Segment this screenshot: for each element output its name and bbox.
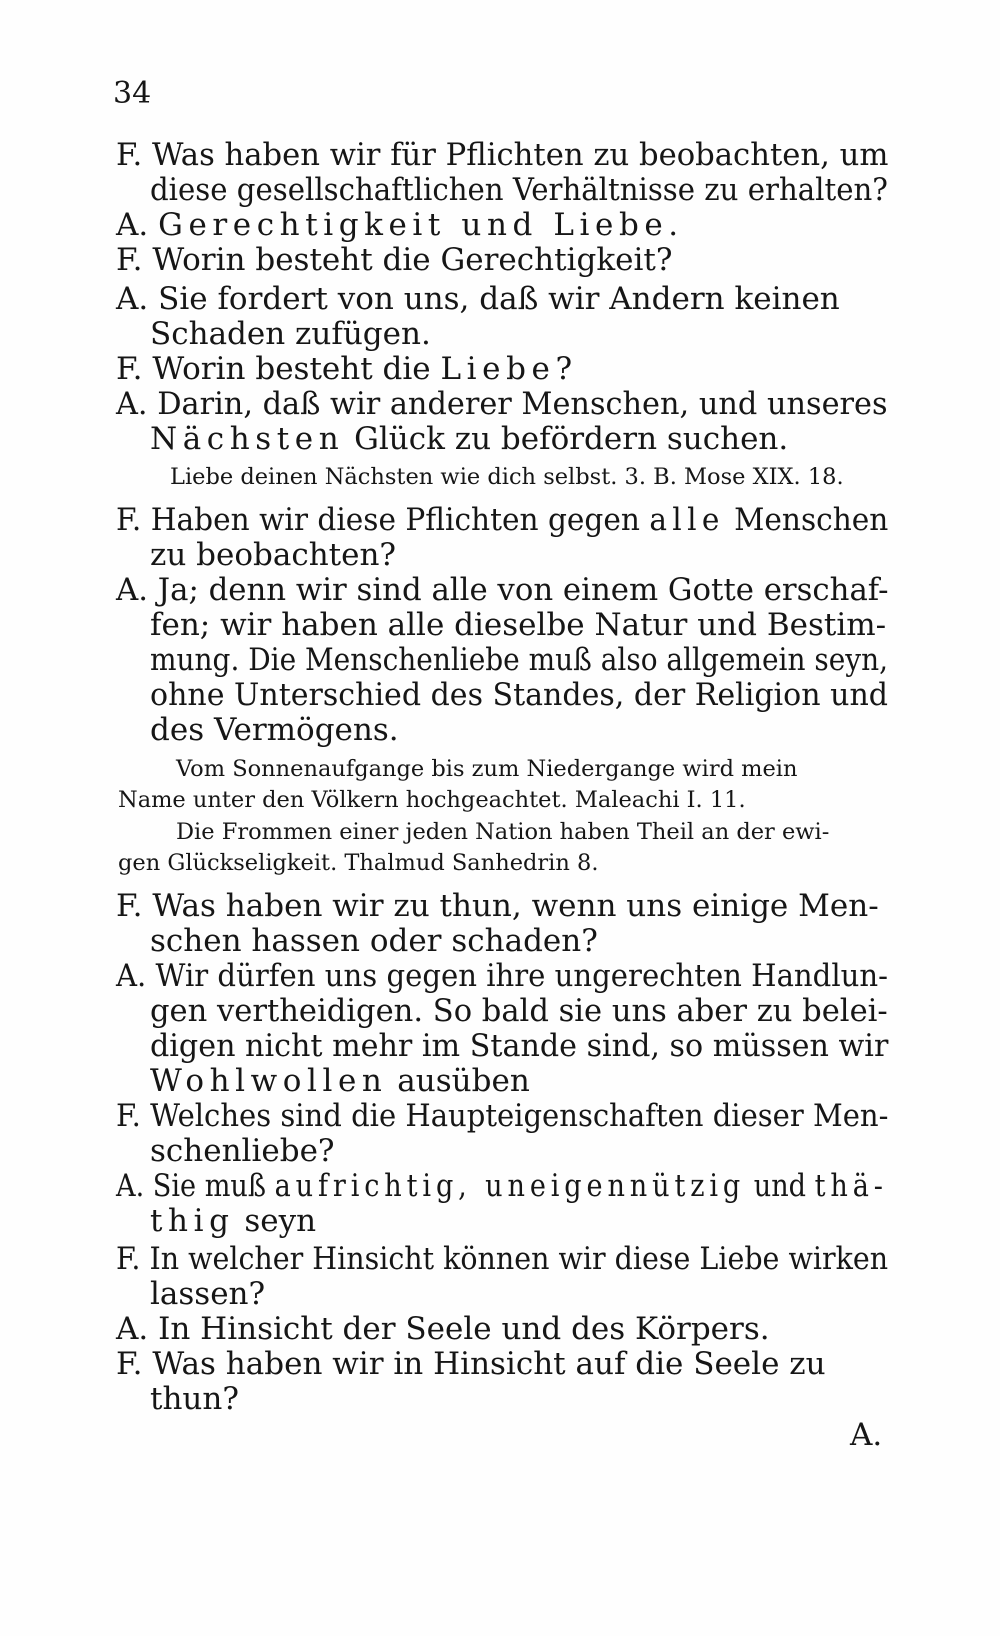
emphasis-text: Gerechtigkeit und Liebe. (158, 207, 684, 243)
text-line: A. Darin, daß wir anderer Menschen, und unseres (116, 386, 888, 422)
text-line (150, 1063, 530, 1099)
text-line: A. Sie fordert von uns, daß wir Andern keinen (116, 281, 840, 317)
emphasis-text: thä- (814, 1168, 888, 1204)
text-line: gen vertheidigen. So bald sie uns aber zu belei- (150, 993, 888, 1029)
text-line: zu beobachten? (150, 537, 397, 573)
text-segment: seyn (234, 1203, 317, 1239)
text-line: F. Welches sind die Haupteigenschaften dieser Men- (116, 1098, 889, 1134)
text-line (116, 351, 578, 387)
emphasis-text: Wohlwollen (150, 1063, 388, 1099)
answer-marker: A. (116, 207, 159, 243)
text-segment: A. Sie muß (116, 1168, 275, 1204)
text-line: F. Was haben wir zu thun, wenn uns einige Men- (116, 888, 879, 924)
text-segment: ausüben (387, 1063, 530, 1099)
text-line: ohne Unterschied des Standes, der Religion und (150, 677, 888, 713)
emphasis-text: alle (649, 502, 725, 538)
quotation-line: gen Glückseligkeit. Thalmud Sanhedrin 8. (118, 850, 599, 876)
bible-citation: Liebe deinen Nächsten wie dich selbst. 3. B. Mose XIX. 18. (170, 464, 844, 490)
quotation-line: Die Frommen einer jeden Nation haben Theil an der ewi- (176, 819, 830, 845)
text-segment: F. Worin besteht die (116, 351, 441, 387)
emphasis-text: thig (150, 1203, 235, 1239)
text-line: lassen? (150, 1276, 266, 1312)
text-segment: Glück zu befördern suchen. (344, 421, 789, 457)
emphasis-text: Nächsten (150, 421, 345, 457)
text-line: diese gesellschaftlichen Verhältnisse zu erhalten? (150, 172, 888, 208)
text-line (116, 207, 684, 243)
text-line: des Vermögens. (150, 712, 399, 748)
emphasis-text: aufrichtig, uneigennützig (274, 1168, 746, 1204)
text-line: A. Wir dürfen uns gegen ihre ungerechten Handlun- (116, 958, 888, 994)
text-line: A. Ja; denn wir sind alle von einem Gotte erschaf- (116, 572, 889, 608)
quotation-line: Vom Sonnenaufgange bis zum Niedergange wird mein (176, 756, 798, 782)
text-line: F. Worin besteht die Gerechtigkeit? (116, 242, 673, 278)
text-segment: und (745, 1168, 815, 1204)
text-line: schenliebe? (150, 1133, 335, 1169)
text-line: F. In welcher Hinsicht können wir diese Liebe wirken (116, 1241, 889, 1277)
text-line: Schaden zufügen. (150, 316, 431, 352)
text-segment: Menschen (724, 502, 889, 538)
text-line: mung. Die Menschenliebe muß also allgemein seyn, (150, 642, 888, 678)
text-line: F. Was haben wir für Pflichten zu beobachten, um (116, 137, 889, 173)
text-line (116, 502, 889, 538)
text-line (150, 1203, 317, 1239)
text-line: A. In Hinsicht der Seele und des Körpers. (116, 1311, 770, 1347)
text-line: fen; wir haben alle dieselbe Natur und Bestim- (150, 607, 887, 643)
text-line (116, 1168, 888, 1204)
catchword: A. (850, 1417, 883, 1453)
text-segment: F. Haben wir diese Pflichten gegen (116, 502, 650, 538)
quotation-line: Name unter den Völkern hochgeachtet. Maleachi I. 11. (118, 787, 746, 813)
emphasis-text: Liebe? (440, 351, 578, 387)
text-line: F. Was haben wir in Hinsicht auf die Seele zu (116, 1346, 826, 1382)
text-line: digen nicht mehr im Stande sind, so müssen wir (150, 1028, 889, 1064)
text-line (150, 421, 789, 457)
text-line: thun? (150, 1381, 239, 1417)
text-line: schen hassen oder schaden? (150, 923, 598, 959)
page-number: 34 (113, 76, 152, 111)
